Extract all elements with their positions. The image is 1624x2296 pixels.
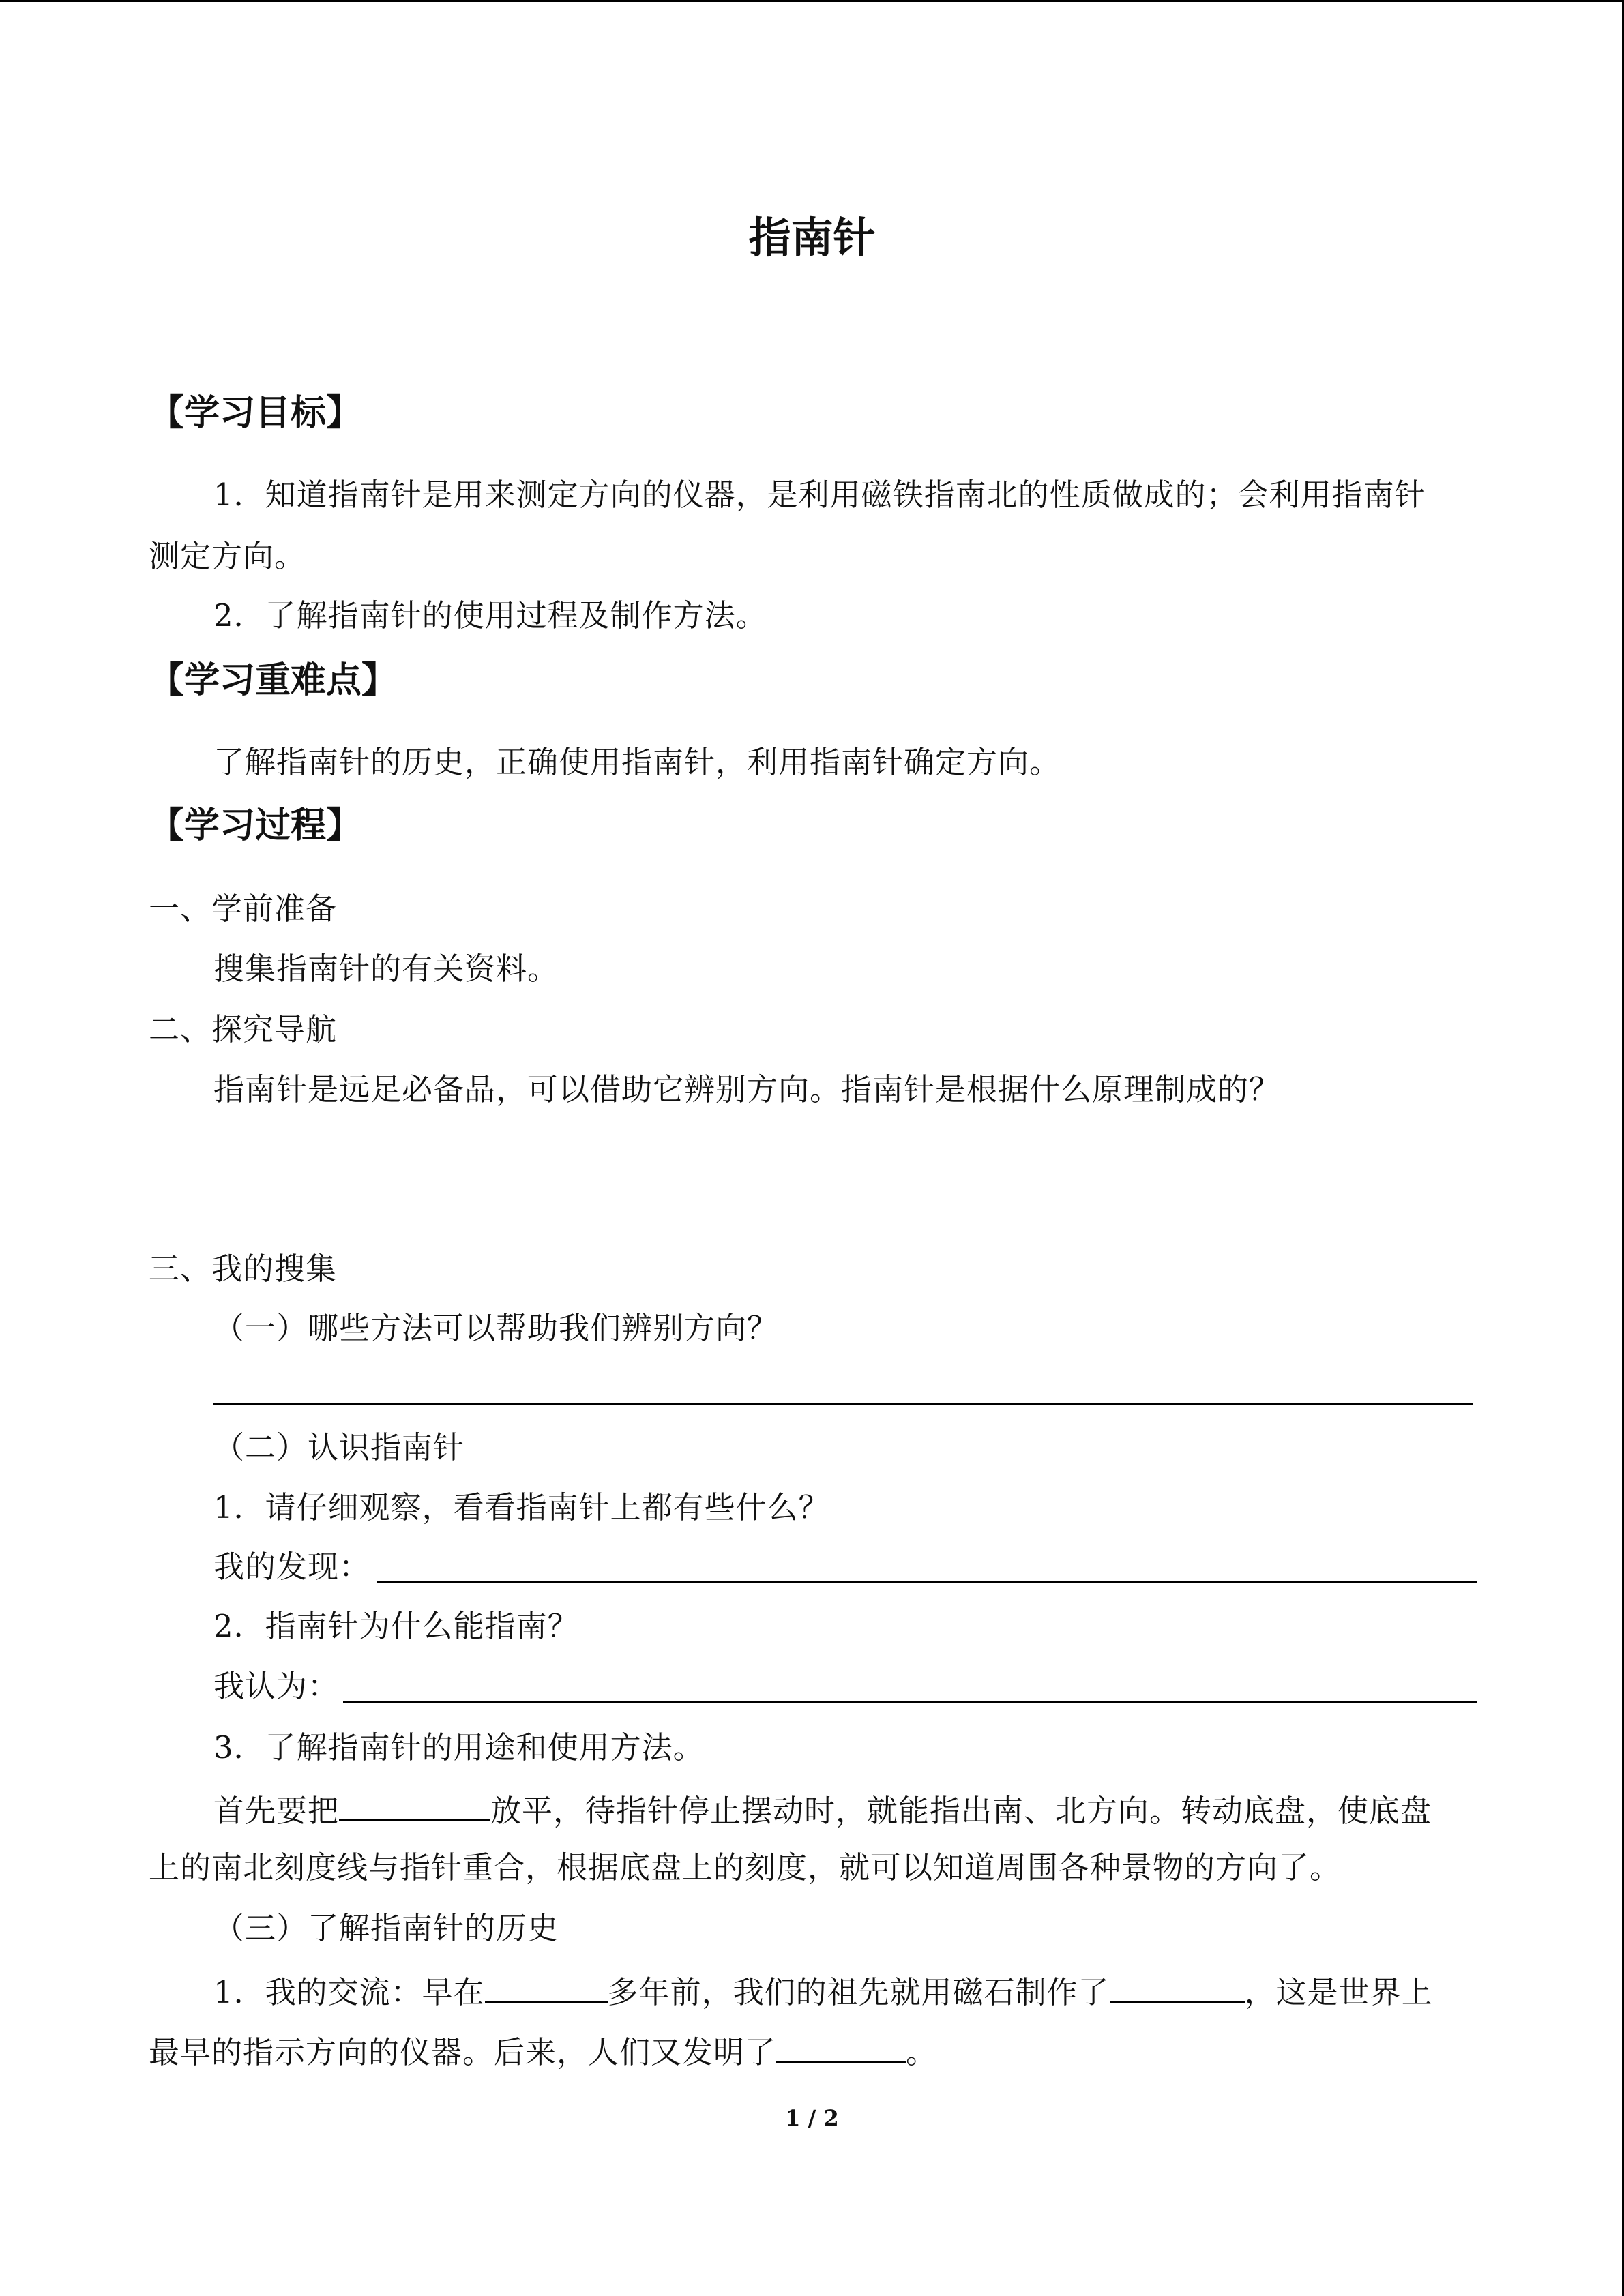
question-3: 3．了解指南针的用途和使用方法。 <box>213 1729 705 1765</box>
question-2-label: 我认为： <box>213 1668 340 1704</box>
question-3-line-1 <box>213 1792 1432 1829</box>
section-3-title: 三、我的搜集 <box>149 1251 338 1287</box>
answer-line-findings[interactable] <box>377 1581 1477 1583</box>
question-2: 2．指南针为什么能指南？ <box>213 1608 579 1644</box>
history-line-1-a: 1．我的交流：早在 <box>213 1974 485 2010</box>
part-2-title: （二）认识指南针 <box>213 1429 465 1465</box>
question-1: 1．请仔细观察，看看指南针上都有些什么？ <box>213 1489 830 1525</box>
question-1-label: 我的发现： <box>213 1549 371 1585</box>
goal-2: 2．了解指南针的使用过程及制作方法。 <box>213 597 767 633</box>
goal-1-line-1: 1．知道指南针是用来测定方向的仪器，是利用磁铁指南北的性质做成的；会利用指南针 <box>213 477 1426 513</box>
blank-years[interactable] <box>485 1973 608 2003</box>
history-line-1 <box>213 1973 1433 2008</box>
question-3-line-1-end: 放平，待指针停止摆动时，就能指出南、北方向。转动底盘，使底盘 <box>490 1793 1432 1829</box>
section-2-text: 指南针是远足必备品，可以借助它辨别方向。指南针是根据什么原理制成的？ <box>213 1071 1281 1107</box>
blank-invention[interactable] <box>776 2033 906 2063</box>
question-3-line-1-start: 首先要把 <box>213 1793 340 1829</box>
page-border-top <box>0 0 1624 2</box>
history-line-2 <box>149 2033 937 2068</box>
answer-line-reason[interactable] <box>343 1701 1477 1703</box>
section-1-text: 搜集指南针的有关资料。 <box>213 951 559 987</box>
history-line-2-b: 。 <box>906 2034 938 2070</box>
section-1-title: 一、学前准备 <box>149 891 338 927</box>
heading-goals: 【学习目标】 <box>149 393 362 434</box>
heading-process: 【学习过程】 <box>149 805 362 846</box>
heading-key-points: 【学习重难点】 <box>149 660 398 701</box>
section-2-title: 二、探究导航 <box>149 1011 338 1047</box>
history-line-2-a: 最早的指示方向的仪器。后来，人们又发明了 <box>149 2034 777 2070</box>
question-3-line-2: 上的南北刻度线与指针重合，根据底盘上的刻度，就可以知道周围各种景物的方向了。 <box>149 1849 1342 1885</box>
blank-early-device[interactable] <box>1110 1973 1245 2003</box>
part-1-question: （一）哪些方法可以帮助我们辨别方向？ <box>213 1310 779 1346</box>
key-points-text: 了解指南针的历史，正确使用指南针，利用指南针确定方向。 <box>213 744 1061 780</box>
history-line-1-b: 多年前，我们的祖先就用磁石制作了 <box>607 1974 1110 2010</box>
blank-compass-level[interactable] <box>339 1792 490 1821</box>
answer-line-directions[interactable] <box>213 1403 1473 1405</box>
document-title: 指南针 <box>748 213 876 263</box>
history-line-1-c: ，这是世界上 <box>1244 1974 1433 2010</box>
page-number: 1 / 2 <box>785 2105 839 2131</box>
part-3-title: （三）了解指南针的历史 <box>213 1910 559 1946</box>
goal-1-line-2: 测定方向。 <box>149 538 306 574</box>
